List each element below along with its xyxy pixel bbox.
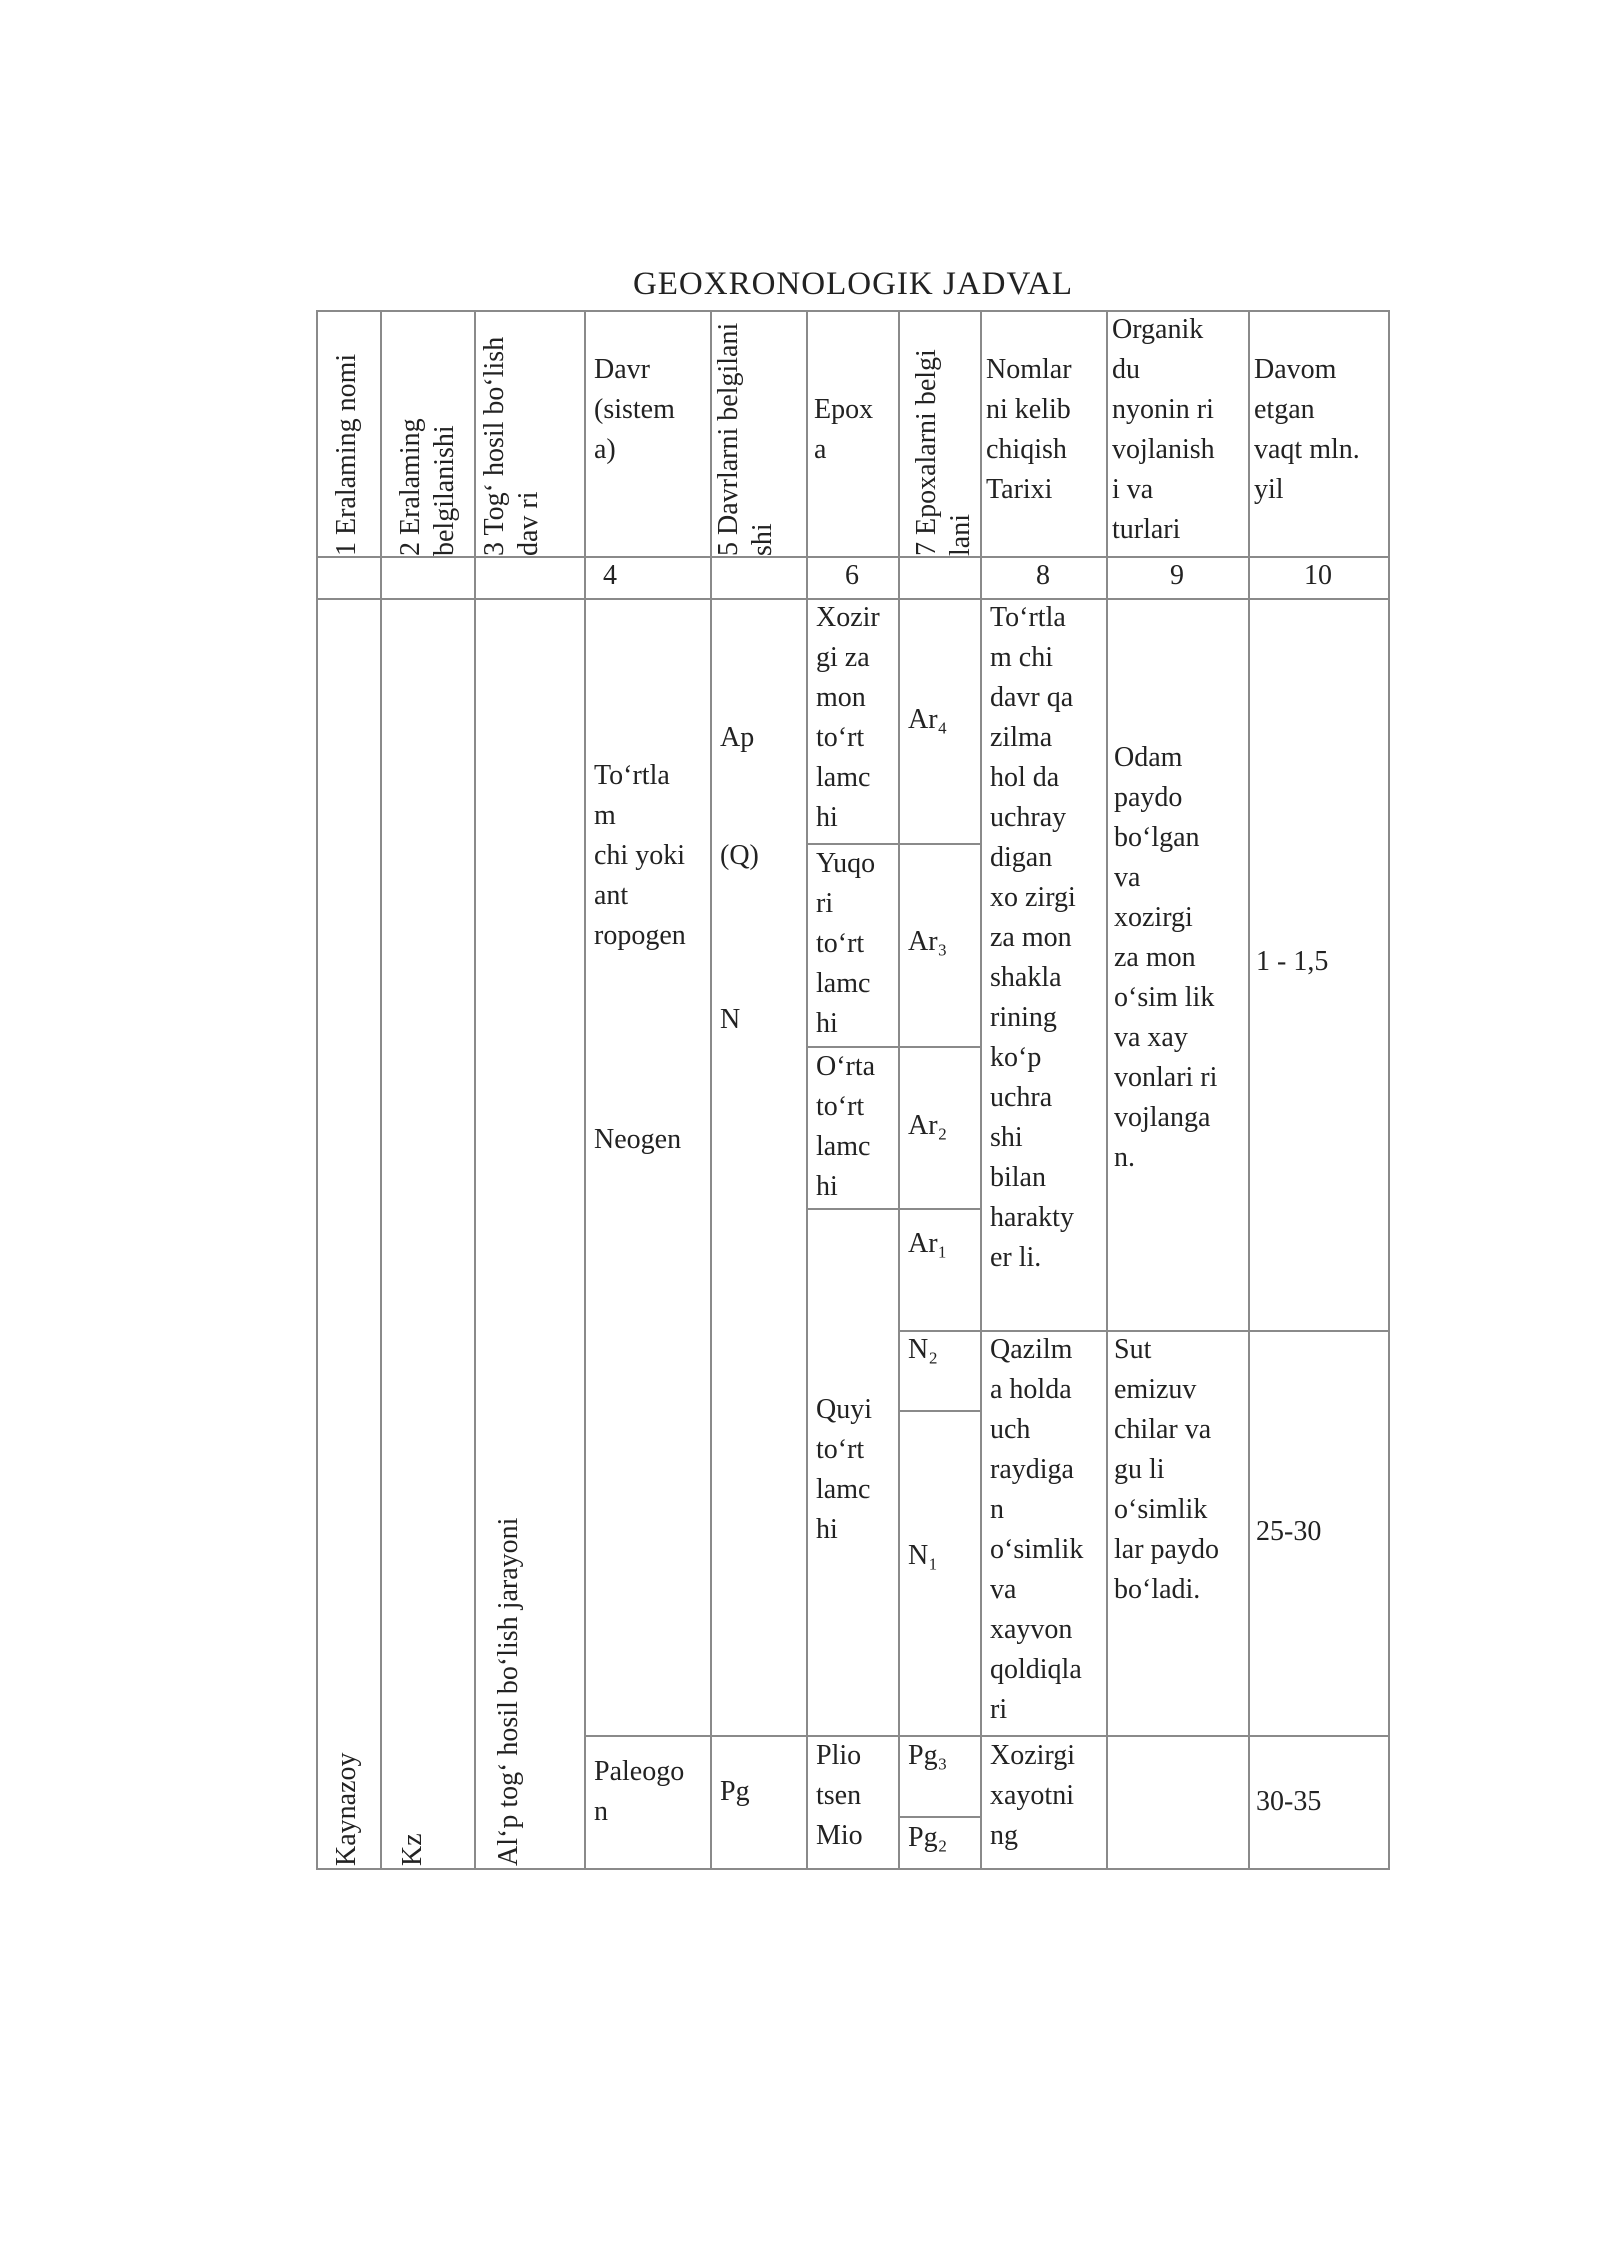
period-symbol-pg: Pg [720,1776,750,1807]
epoch-lower-quaternary: Quyi to‘rt lamc hi [816,1394,872,1545]
grid-line [584,310,586,1870]
epoch-symbol-pg3: Pg₃ [908,1740,948,1771]
duration-paleogene: 30-35 [1256,1786,1322,1817]
grid-line [806,310,808,1870]
column-number-6: 6 [845,560,859,591]
name-origin-quaternary: To‘rtla m chi davr qa zilma hol da uchray digan xo zirgi za mon shakla rining ko‘p uchra shi bilan harakty er li. [990,602,1076,1273]
header-era-name: 1 Eralaming nomi [331,353,362,556]
grid-line [474,310,476,1870]
header-duration: Davom etgan vaqt mln. yil [1254,354,1360,505]
period-paleogene: Paleogo n [594,1756,685,1827]
document-title: GEOXRONOLOGIK JADVAL [632,266,1074,302]
epoch-recent-quaternary: Xozir gi za mon to‘rt lamc hi [816,602,880,833]
name-origin-paleogene: Xozirgi xayotni ng [990,1740,1076,1851]
era-name: Kaynazoy [331,1752,362,1866]
grid-line [1388,310,1390,1870]
period-neogene: Neogen [594,1124,682,1155]
organic-world-quaternary: Odam paydo bo‘lgan va xozirgi za mon o‘sim lik va xay vonlari ri vojlanga n. [1114,742,1218,1173]
organic-world-neogene: Sut emizuv chilar va gu li o‘simlik lar paydo bo‘ladi. [1114,1334,1219,1605]
grid-line [1106,310,1108,1870]
grid-line [898,1410,980,1412]
epoch-symbol-ar3: Ar₃ [908,926,948,957]
epoch-pliocene-miocene: Plio tsen Mio [816,1740,863,1851]
period-symbol-n: N [720,1004,741,1035]
epoch-symbol-ar4: Ar₄ [908,704,948,735]
epoch-middle-quaternary: O‘rta to‘rt lamc hi [816,1051,876,1202]
header-epoch-symbol: 7 Epoxalarni belgi lani [911,349,976,556]
epoch-symbol-n2: N₂ [908,1334,938,1365]
header-era-symbol: 2 Eralaming belgilanishi [395,418,460,556]
period-symbol-q: (Q) [720,840,759,871]
grid-line [316,310,318,1870]
header-organic-world: Organik du nyonin ri vojlanish i va turlari [1112,314,1215,545]
period-quaternary: To‘rtla m chi yoki ant ropogen [594,760,686,951]
epoch-upper-quaternary: Yuqo ri to‘rt lamc hi [816,848,876,1039]
header-name-origin: Nomlar ni kelib chiqish Tarixi [986,354,1072,505]
epoch-symbol-n1: N₁ [908,1540,938,1571]
column-number-4: 4 [603,560,617,591]
header-period: Davr (sistem a) [594,354,675,465]
duration-quaternary: 1 - 1,5 [1256,946,1329,977]
column-number-9: 9 [1170,560,1184,591]
duration-neogene: 25-30 [1256,1516,1322,1547]
column-number-8: 8 [1036,560,1050,591]
header-epoch: Epox a [814,394,874,465]
epoch-symbol-pg2: Pg₂ [908,1822,948,1853]
era-symbol: Kz [397,1833,428,1866]
grid-line [380,310,382,1870]
header-period-symbol: 5 Davrlarni belgilani shi [713,322,778,556]
name-origin-neogene: Qazilm a holda uch raydiga n o‘simlik va xayvon qoldiqla ri [990,1334,1084,1725]
era-orogeny: Al‘p tog‘ hosil bo‘lish jarayoni [493,1517,524,1866]
period-symbol-ap: Ap [720,722,755,753]
epoch-symbol-ar1: Ar₁ [908,1228,948,1259]
grid-line [584,1735,1390,1737]
header-orogeny-period: 3 Tog‘ hosil bo‘lish dav ri [479,336,544,556]
grid-line [1248,310,1250,1870]
column-number-10: 10 [1304,560,1332,591]
grid-line [980,310,982,1870]
grid-line [806,1208,980,1210]
epoch-symbol-ar2: Ar₂ [908,1110,948,1141]
grid-line [316,1868,1390,1870]
